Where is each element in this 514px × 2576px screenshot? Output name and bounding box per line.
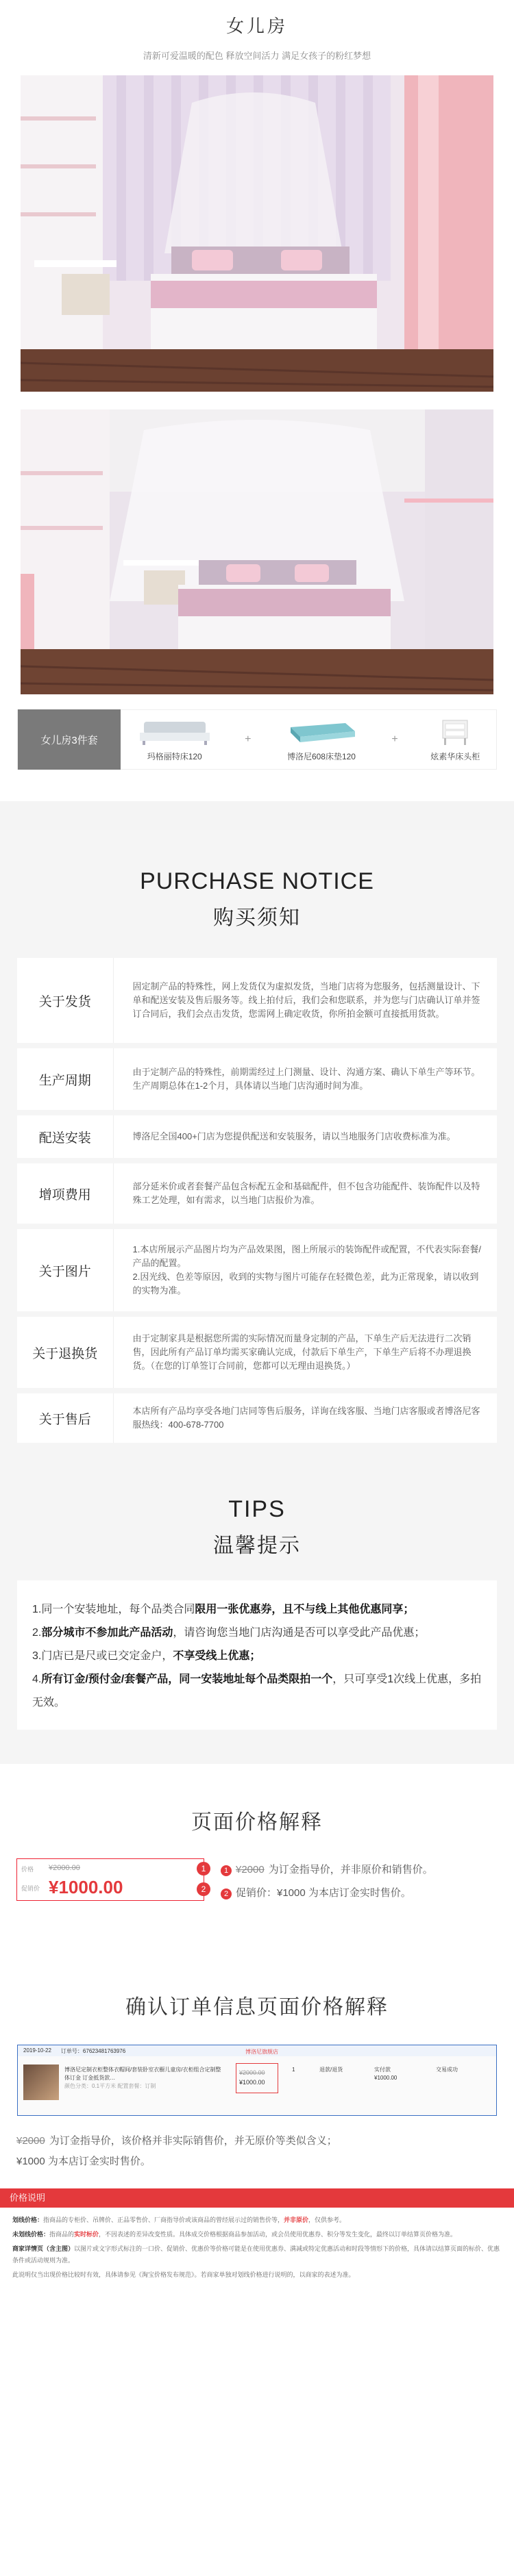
sale-price: ¥1000.00 [49, 1877, 123, 1897]
notice-row [17, 1113, 497, 1161]
tips-section [0, 1476, 514, 1764]
notice-value: 1.本店所展示产品图片均为产品效果图，图上所展示的装饰配件或配置，不代表实际套餐/产品的配置。 2.因光线、色差等原因，收到的实物与图片可能存在轻微色差，此为正常现象，请以收到的实物为准。 [113, 1226, 497, 1314]
order-status: 交易成功 [436, 2067, 458, 2073]
order-prices [236, 2063, 278, 2093]
notice-row [17, 1161, 497, 1226]
confirm-legend-item: ¥1000 为本店订金实时售价。 [16, 2156, 151, 2167]
price-explain-section [0, 1764, 514, 2281]
notice-key: 生产周期 [17, 1046, 113, 1113]
price-label: 价格 [21, 1866, 34, 1873]
price-note-paragraph: 未划线价格：指商品的实时标价，不因表述的差异改变性质。具体成交价格根据商品参加活动，或会员使用优惠券、积分等发生变化，最终以订单结算页价格为准。 [12, 2231, 457, 2238]
badge-1: 1 [197, 1862, 210, 1876]
confirm-legend-item: ¥2000 为订金指导价，该价格并非实际销售价，并无原价等类似含义； [16, 2135, 337, 2147]
room-section [0, 0, 514, 830]
plus-separator: + [391, 733, 398, 745]
product-spec: 颜色分类：0.1平方米 配置套餐：订制 [64, 2083, 156, 2089]
order-total-col: 实付款 ¥1000.00 [374, 2067, 397, 2081]
price-note-paragraph: 商家详情页（含主图）以图片或文字形式标注的一口价、促销价、优惠价等价格可能是在使用优惠券、满减或特定优惠活动和时段等情形下的价格，具体请以结算页面的标价、优惠条件或活动规则为准。 [12, 2245, 500, 2264]
combo-item-mattress [284, 718, 359, 762]
price-explain-row [16, 1858, 514, 1905]
price-card [16, 1858, 204, 1901]
combo-banner [17, 709, 497, 770]
order-refund-col: 退款/退货 [319, 2067, 343, 2073]
notice-key: 关于图片 [17, 1226, 113, 1314]
section-divider [0, 801, 514, 830]
room-title: 女儿房 [225, 16, 288, 36]
combo-item-nightstand [430, 718, 480, 762]
product-thumbnail [23, 2064, 59, 2100]
notice-title-en: PURCHASE NOTICE [140, 868, 374, 894]
tips-item: 2.部分城市不参加此产品活动，请咨询您当地门店沟通是否可以享受此产品优惠； [32, 1627, 426, 1639]
order-product-info [64, 2066, 222, 2091]
order-number: 订单号：67623481763976 [60, 2048, 126, 2054]
notice-key: 配送安装 [17, 1113, 113, 1161]
combo-item-nightstand-label: 炫素华床头柜 [430, 751, 480, 761]
order-date: 2019-10-22 [23, 2047, 51, 2054]
notice-row [17, 1226, 497, 1314]
notice-row [17, 1391, 497, 1445]
product-name: 博洛尼定制衣柜整体衣帽间/套装卧室衣橱儿童房/衣柜组合定制整体订金 订金抵货款… [64, 2067, 221, 2081]
tips-item: 1.同一个安装地址，每个品类合同限用一张优惠券，且不与线上其他优惠同享； [32, 1604, 415, 1615]
order-new-price: ¥1000.00 [239, 2079, 265, 2086]
notice-key: 关于退换货 [17, 1314, 113, 1391]
price-legend [221, 1858, 433, 1905]
combo-label: 女儿房3件套 [18, 709, 121, 770]
notice-title-cn: 购买须知 [213, 907, 301, 929]
combo-items [121, 718, 496, 762]
tips-list [17, 1580, 497, 1730]
price-note-body [0, 2208, 514, 2281]
notice-value: 博洛尼全国400+门店为您提供配送和安装服务，请以当地服务门店收费标准为准。 [113, 1113, 497, 1161]
notice-value: 本店所有产品均享受各地门店同等售后服务，详询在线客服、当地门店客服或者博洛尼客服热线：400-678-7700 [113, 1391, 497, 1445]
price-note-paragraph: 划线价格：指商品的专柜价、吊牌价、正品零售价、厂商指导价或该商品的曾经展示过的销售价等，并非原价，仅供参考。 [12, 2217, 346, 2223]
order-old-price: ¥2000.00 [239, 2069, 265, 2076]
price-legend-item: 1 ¥2000 为订金指导价，并非原价和销售价。 [221, 1858, 433, 1882]
room-subtitle: 清新可爱温暖的配色 释放空间活力 满足女孩子的粉红梦想 [143, 51, 371, 61]
tips-item: 3.门店已是尺或已交定金户，不享受线上优惠； [32, 1650, 261, 1662]
combo-item-bed [137, 718, 212, 762]
notice-key: 增项费用 [17, 1161, 113, 1226]
badge-2: 2 [197, 1882, 210, 1896]
shop-name: 博洛尼旗舰店 [245, 2049, 278, 2055]
notice-value: 固定制产品的特殊性，网上发货仅为虚拟发货，当地门店将为您服务，包括测量设计、下单和配送安装及售后服务等。线上拍付后，我们会和您联系，并为您与门店确认订单并签订合同后，我们会点击发货，您需网上确定收货，你所拍金额可直接抵用货款。 [113, 958, 497, 1046]
price-note-title: 价格说明 [0, 2188, 514, 2208]
notice-row [17, 958, 497, 1046]
mattress-icon [284, 718, 359, 746]
notice-value: 部分延米价或者套餐产品包含标配五金和基础配件，但不包含功能配件、装饰配件以及特殊工艺处理，如有需求，以当地门店报价为准。 [113, 1161, 497, 1226]
nightstand-icon [435, 718, 476, 746]
order-qty: 1 [292, 2067, 295, 2073]
notice-table [17, 958, 497, 1448]
room-photo-secondary [21, 409, 493, 694]
notice-value: 由于定制产品的特殊性，前期需经过上门测量、设计、沟通方案、确认下单生产等环节。生产周期总体在1-2个月，具体请以当地门店沟通时间为准。 [113, 1046, 497, 1113]
combo-item-mattress-label: 博洛尼608床垫120 [286, 751, 356, 761]
order-screenshot [17, 2045, 497, 2116]
bed-frame-icon [137, 718, 212, 746]
price-note-paragraph: 此说明仅当出现价格比较时有效，具体请参见《淘宝价格发布规范》。若商家单独对划线价格进行说明的，以商家的表述为准。 [12, 2271, 355, 2278]
confirm-legend [16, 2131, 514, 2172]
price-explain-title: 页面价格解释 [191, 1811, 323, 1834]
purchase-notice-section [0, 830, 514, 1476]
strike-price: ¥2000.00 [49, 1864, 80, 1872]
tips-title-cn: 温馨提示 [213, 1535, 301, 1557]
combo-item-bed-label: 玛格丽特床120 [147, 751, 202, 761]
notice-value: 由于定制家具是根据您所需的实际情况而量身定制的产品，下单生产后无法进行二次销售，因此所有产品订单均需买家确认完成，付款后下单生产，下单生产后将不办理退换货。（在您的订单签订合同前，您都可以无理由退换货。） [113, 1314, 497, 1391]
plus-separator: + [245, 733, 252, 745]
price-legend-item: 2 促销价：¥1000 为本店订金实时售价。 [221, 1882, 433, 1905]
tips-title-en: TIPS [228, 1496, 286, 1522]
notice-row [17, 1314, 497, 1391]
confirm-explain-title: 确认订单信息页面价格解释 [125, 1996, 389, 2019]
tips-item: 4.所有订金/预付金/套餐产品，同一安装地址每个品类限拍一个，只可享受1次线上优惠，多拍无效。 [32, 1674, 482, 1708]
notice-key: 关于售后 [17, 1391, 113, 1445]
room-photo-main [21, 75, 493, 392]
notice-row [17, 1046, 497, 1113]
notice-key: 关于发货 [17, 958, 113, 1046]
promo-label: 促销价 [21, 1885, 40, 1892]
